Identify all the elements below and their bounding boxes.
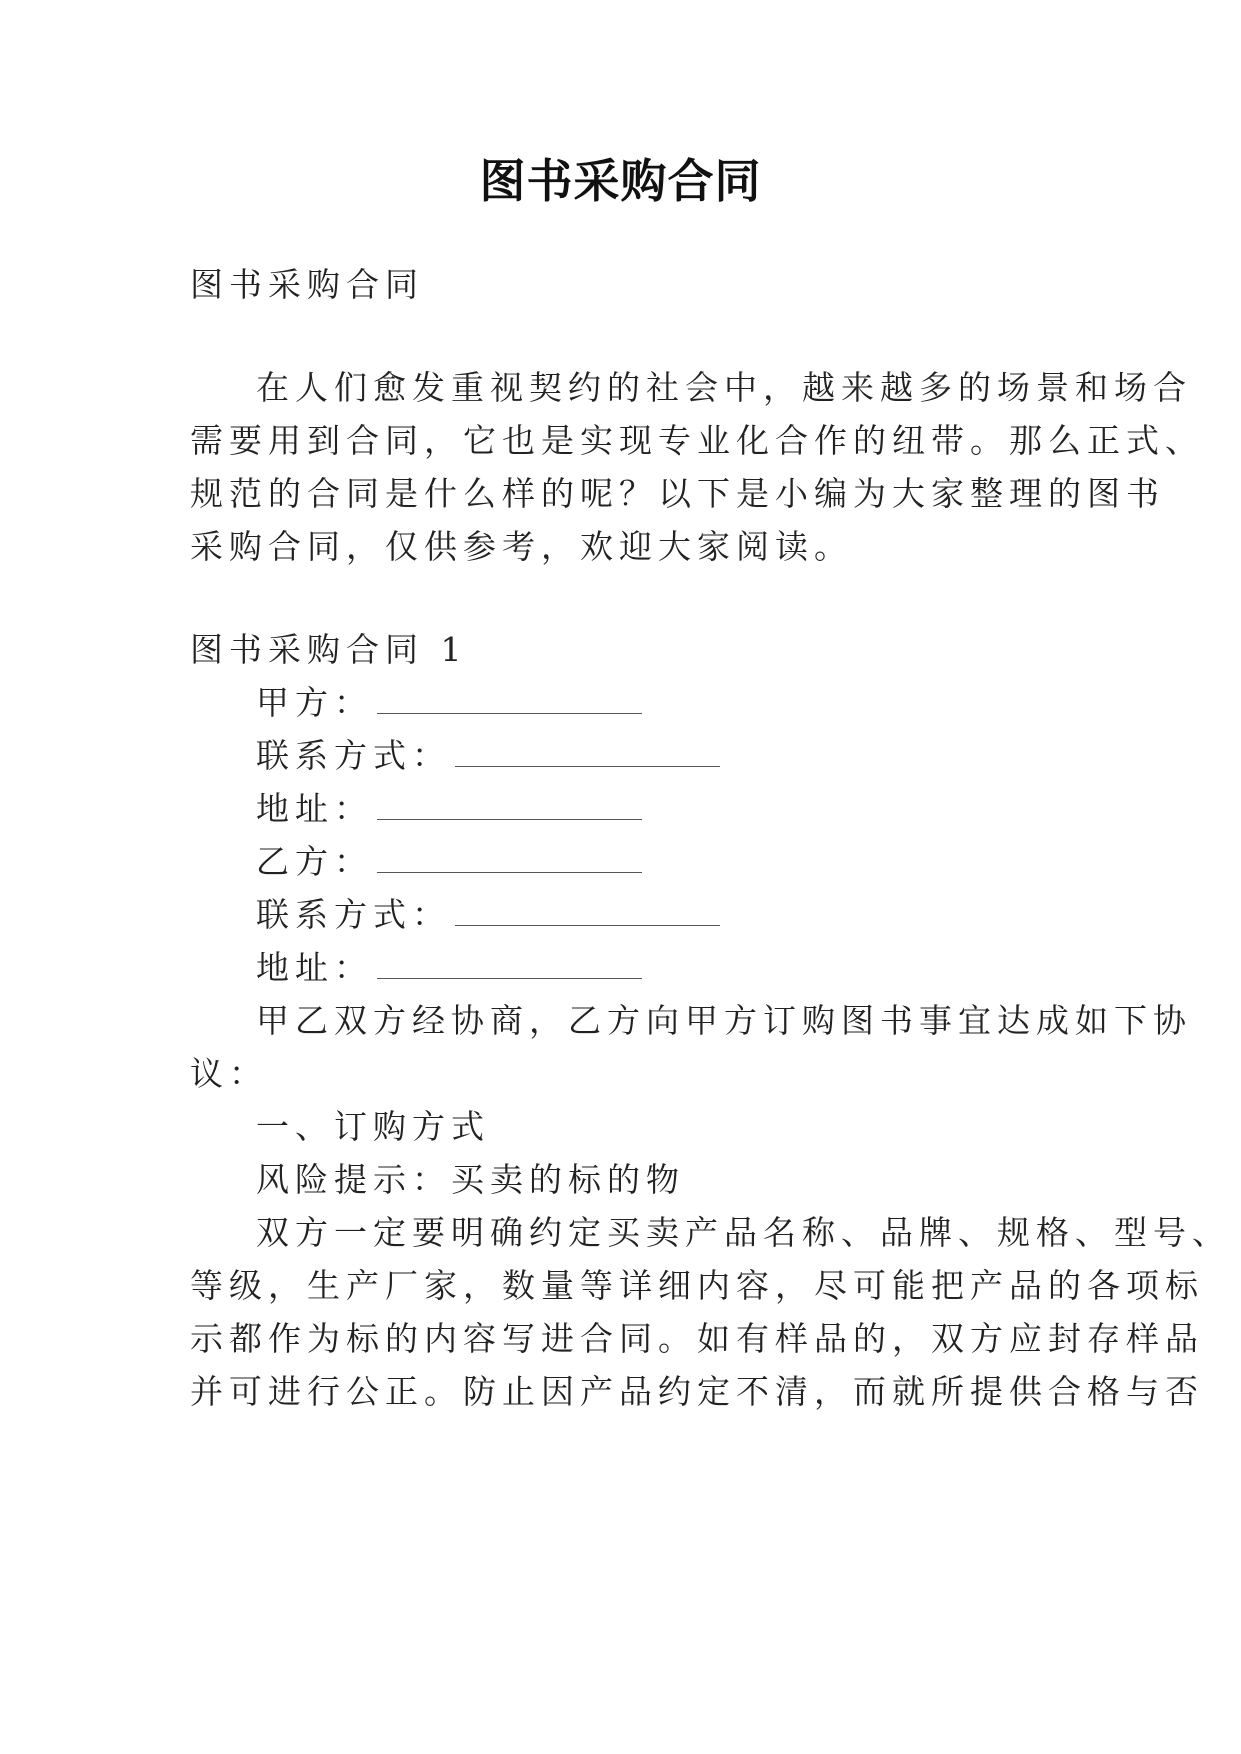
party-a-contact-blank	[455, 766, 720, 767]
intro-line-3: 规范的合同是什么样的呢？以下是小编为大家整理的图书	[190, 474, 1165, 513]
party-b-address-field	[256, 946, 642, 990]
party-a-field	[256, 681, 642, 725]
party-a-contact-field	[256, 734, 720, 778]
clause-heading: 一、订购方式	[256, 1107, 490, 1146]
party-a-contact-label: 联系方式：	[256, 736, 451, 775]
party-a-label: 甲方：	[256, 683, 373, 722]
party-b-contact-blank	[455, 925, 720, 926]
page-title: 图书采购合同	[479, 154, 762, 208]
party-b-field	[256, 840, 642, 884]
intro-line-2: 需要用到合同，它也是实现专业化合作的纽带。那么正式、	[190, 421, 1204, 460]
party-b-blank	[377, 872, 642, 873]
party-a-address-blank	[377, 819, 642, 820]
risk-line-2: 等级，生产厂家，数量等详细内容，尽可能把产品的各项标	[190, 1266, 1204, 1305]
party-a-blank	[377, 713, 642, 714]
party-b-address-blank	[377, 978, 642, 979]
party-b-contact-label: 联系方式：	[256, 895, 451, 934]
agreement-line-1: 甲乙双方经协商，乙方向甲方订购图书事宜达成如下协	[256, 1001, 1192, 1040]
agreement-line-2: 议：	[190, 1054, 268, 1093]
risk-line-1: 双方一定要明确约定买卖产品名称、品牌、规格、型号、	[256, 1213, 1231, 1252]
risk-line-3: 示都作为标的内容写进合同。如有样品的，双方应封存样品	[190, 1319, 1204, 1358]
party-b-contact-field	[256, 893, 720, 937]
document-subtitle: 图书采购合同	[190, 265, 424, 304]
party-b-label: 乙方：	[256, 842, 373, 881]
party-b-address-label: 地址：	[256, 948, 373, 987]
intro-line-1: 在人们愈发重视契约的社会中，越来越多的场景和场合	[256, 368, 1192, 407]
section-heading: 图书采购合同 1	[190, 630, 468, 669]
risk-line-4: 并可进行公正。防止因产品约定不清，而就所提供合格与否	[190, 1372, 1204, 1411]
party-a-address-label: 地址：	[256, 789, 373, 828]
party-a-address-field	[256, 787, 642, 831]
intro-line-4: 采购合同，仅供参考，欢迎大家阅读。	[190, 527, 853, 566]
risk-heading: 风险提示：买卖的标的物	[256, 1160, 685, 1199]
